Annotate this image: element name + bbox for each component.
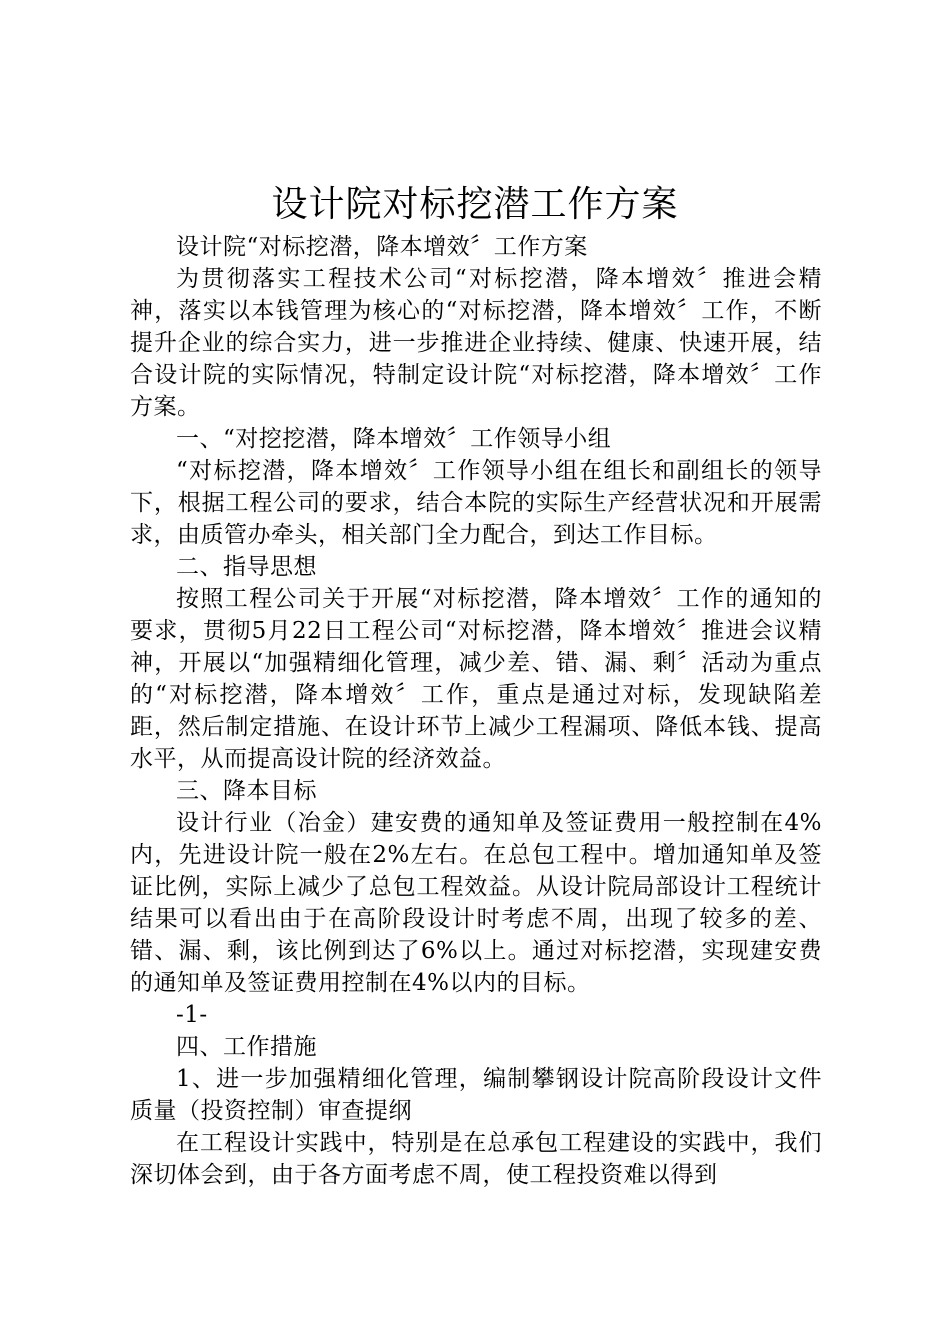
section-4-paragraph: 在工程设计实践中，特别是在总承包工程建设的实践中，我们深切体会到，由于各方面考虑不周，使工程投资难以得到 — [130, 1130, 822, 1188]
document-body — [130, 231, 822, 1191]
section-4-item-1: 1、进一步加强精细化管理，编制攀钢设计院高阶段设计文件质量（投资控制）审查提纲 — [130, 1066, 822, 1124]
intro-paragraph: 为贯彻落实工程技术公司“对标挖潜，降本增效〞推进会精神，落实以本钱管理为核心的“对标挖潜，降本增效〞工作，不断提升企业的综合实力，进一步推进企业持续、健康、快速开展，结合设计院的实际情况，特制定设计院“对标挖潜，降本增效〞工作方案。 — [130, 266, 822, 420]
section-3-paragraph: 设计行业（冶金）建安费的通知单及签证费用一般控制在4%内，先进设计院一般在2%左右。在总包工程中。增加通知单及签证比例，实际上减少了总包工程效益。从设计院局部设计工程统计结果可以看出由于在高阶段设计时考虑不周，出现了较多的差、错、漏、剩，该比例到达了6%以上。通过对标挖潜，实现建安费的通知单及签证费用控制在4%以内的目标。 — [130, 810, 822, 996]
document-title: 设计院对标挖潜工作方案 — [271, 184, 679, 225]
section-heading-2: 二、指导思想 — [176, 554, 317, 580]
section-heading-3: 三、降本目标 — [176, 778, 317, 804]
section-1-paragraph: “对标挖潜，降本增效〞工作领导小组在组长和副组长的领导下，根据工程公司的要求，结合本院的实际生产经营状况和开展需求，由质管办牵头，相关部门全力配合，到达工作目标。 — [130, 458, 822, 548]
section-2-paragraph: 按照工程公司关于开展“对标挖潜，降本增效〞工作的通知的要求，贯彻5月22日工程公司“对标挖潜，降本增效〞推进会议精神，开展以“加强精细化管理，减少差、错、漏、剩〞活动为重点的“对标挖潜，降本增效〞工作，重点是通过对标，发现缺陷差距，然后制定措施、在设计环节上减少工程漏项、降低本钱、提高水平，从而提高设计院的经济效益。 — [130, 586, 822, 772]
page-number: -1- — [176, 1002, 208, 1028]
section-heading-1: 一、“对挖挖潜，降本增效〞工作领导小组 — [176, 426, 612, 452]
section-heading-4: 四、工作措施 — [176, 1034, 317, 1060]
plan-subtitle: 设计院“对标挖潜，降本增效〞工作方案 — [176, 234, 588, 260]
